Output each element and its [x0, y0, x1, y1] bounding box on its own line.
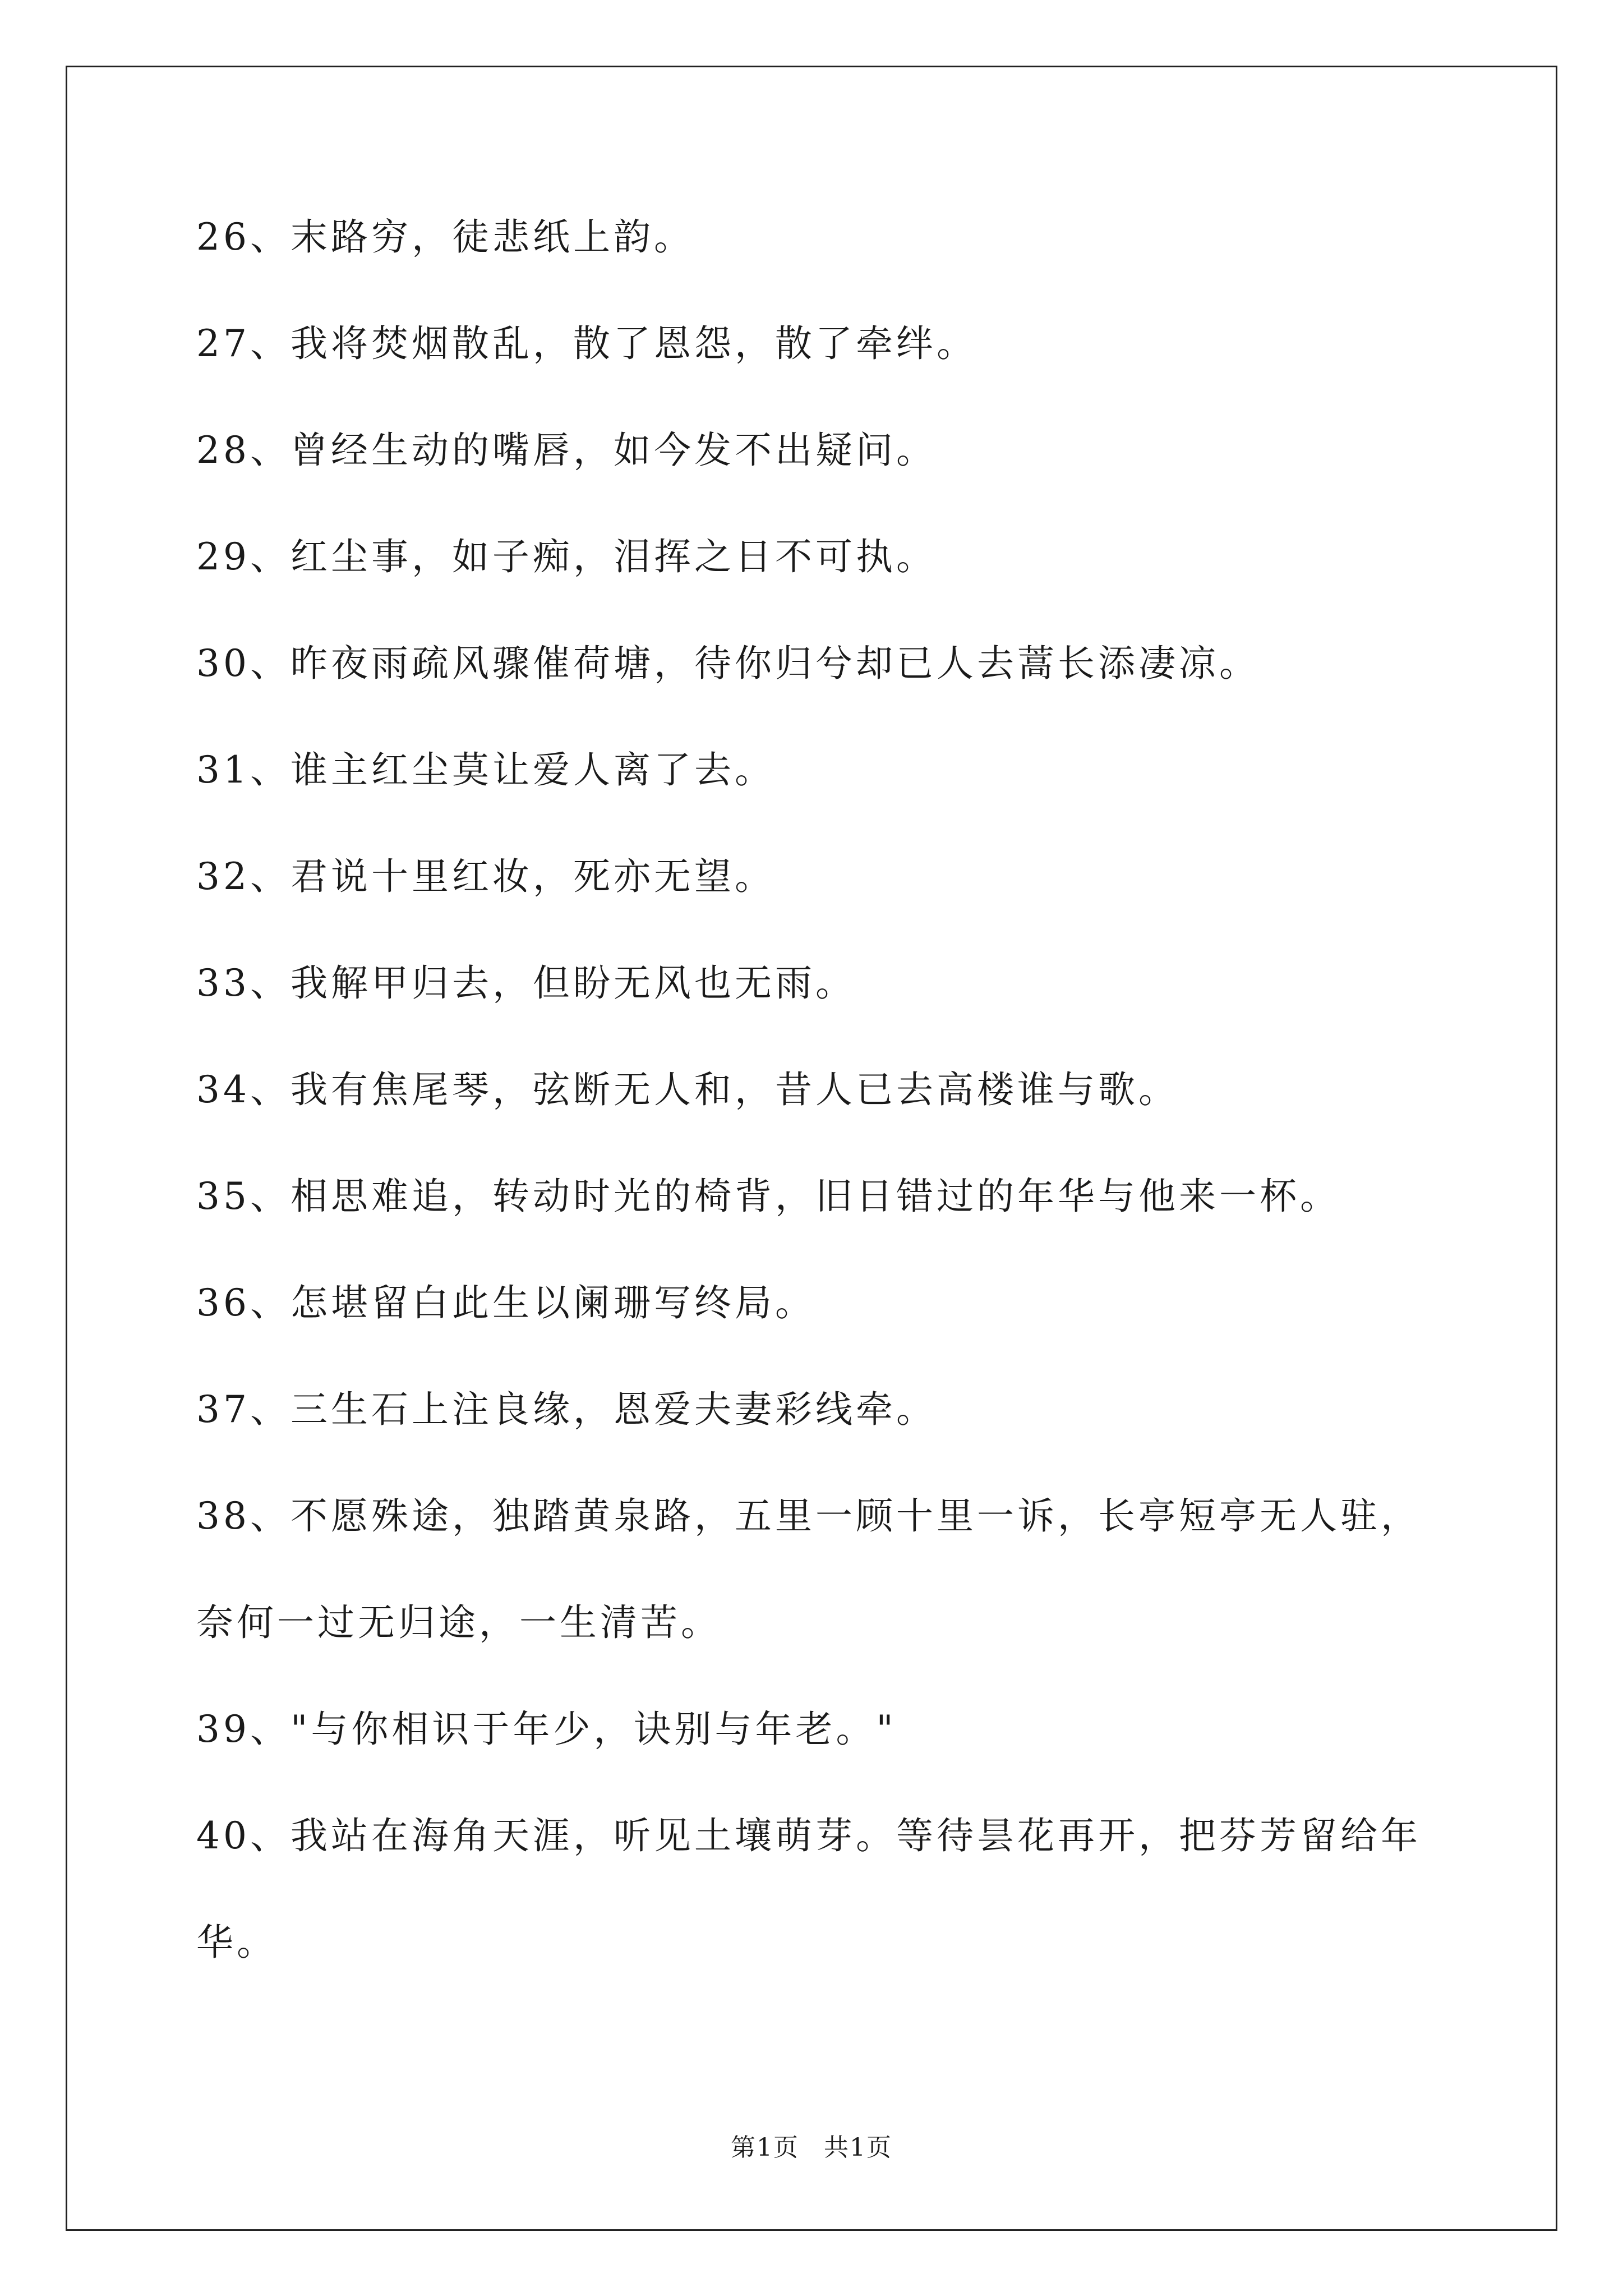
text-line-32: 32、君说十里红妆，死亦无望。 [196, 855, 775, 898]
document-body [196, 215, 1458, 2031]
text-line-30: 30、昨夜雨疏风骤催荷塘，待你归兮却已人去蒿长添凄凉。 [196, 642, 1260, 685]
text-line-39: 39、"与你相识于年少，诀别与年老。" [196, 1708, 897, 1751]
text-line-28: 28、曾经生动的嘴唇，如今发不出疑问。 [196, 429, 937, 472]
text-line-31: 31、谁主红尘莫让爱人离了去。 [196, 748, 775, 792]
text-line-27: 27、我将焚烟散乱，散了恩怨，散了牵绊。 [196, 322, 977, 365]
page-total: 共1页 [824, 2133, 892, 2162]
page-number: 第1页 [731, 2133, 799, 2162]
text-line-38-cont: 奈何一过无归途，一生清苦。 [196, 1601, 721, 1644]
page-footer [0, 2127, 1623, 2163]
text-line-29: 29、红尘事，如子痴，泪挥之日不可执。 [196, 535, 937, 578]
text-line-26: 26、末路穷，徒悲纸上韵。 [196, 215, 694, 259]
text-line-40: 40、我站在海角天涯，听见土壤萌芽。等待昙花再开，把芬芳留给年 [196, 1814, 1421, 1857]
text-line-40-cont: 华。 [196, 1921, 277, 1964]
text-line-36: 36、怎堪留白此生以阑珊写终局。 [196, 1281, 815, 1324]
text-line-37: 37、三生石上注良缘，恩爱夫妻彩线牵。 [196, 1388, 937, 1431]
text-line-35: 35、相思难追，转动时光的椅背，旧日错过的年华与他来一杯。 [196, 1175, 1340, 1218]
text-line-34: 34、我有焦尾琴，弦断无人和，昔人已去高楼谁与歌。 [196, 1068, 1179, 1111]
text-line-33: 33、我解甲归去，但盼无风也无雨。 [196, 961, 856, 1005]
text-line-38: 38、不愿殊途，独踏黄泉路，五里一顾十里一诉，长亭短亭无人驻， [196, 1494, 1421, 1538]
